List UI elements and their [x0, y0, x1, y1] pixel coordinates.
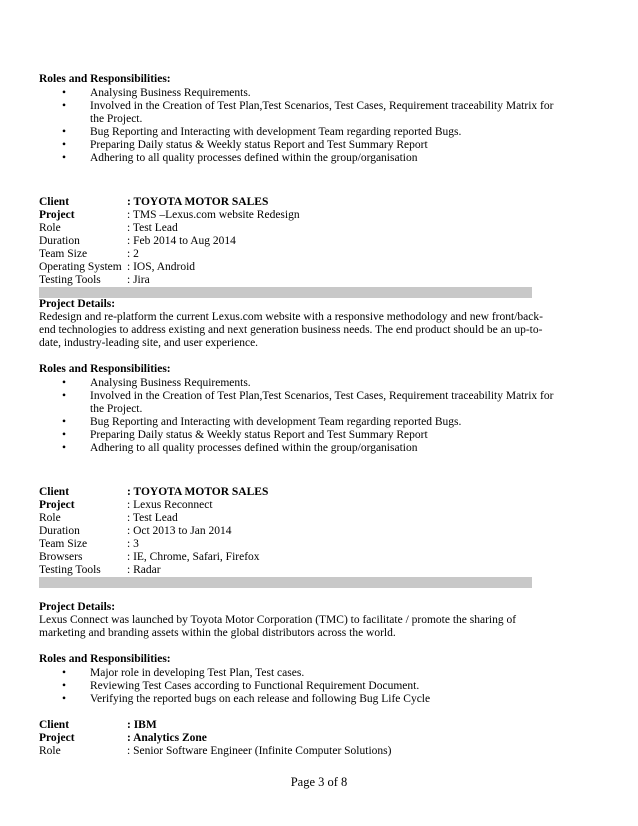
- project-info-table: [39, 719, 391, 758]
- field-label: Client: [39, 719, 70, 731]
- list-item: • Preparing Daily status & Weekly status Report and Test Summary Report: [39, 139, 555, 152]
- field-value: : Oct 2013 to Jan 2014: [127, 525, 232, 537]
- field-value: : IOS, Android: [127, 261, 196, 273]
- section-divider: [39, 287, 532, 298]
- field-label: Testing Tools: [39, 274, 101, 286]
- field-value: : Radar: [127, 564, 161, 576]
- project-details-text: Lexus Connect was launched by Toyota Motor Corporation (TMC) to facilitate / promote the sharing of marketing and branding assets within the global distributors across the world.: [39, 614, 517, 639]
- document-page: [39, 73, 555, 758]
- roles-heading: Roles and Responsibilities:: [39, 363, 171, 375]
- section-divider: [39, 577, 532, 588]
- roles-heading: Roles and Responsibilities:: [39, 73, 171, 85]
- field-label: Role: [39, 222, 61, 234]
- list-item: • Analysing Business Requirements.: [39, 377, 555, 390]
- list-item: • Bug Reporting and Interacting with development Team regarding reported Bugs.: [39, 126, 555, 139]
- field-value: : IBM: [127, 719, 157, 731]
- field-value: : 2: [127, 248, 139, 260]
- field-value: : IE, Chrome, Safari, Firefox: [127, 551, 260, 563]
- field-value: : Analytics Zone: [127, 732, 207, 744]
- field-value: : Lexus Reconnect: [127, 499, 213, 511]
- field-value: : TMS –Lexus.com website Redesign: [127, 209, 300, 221]
- list-item: • Major role in developing Test Plan, Test cases.: [39, 667, 555, 680]
- field-label: Duration: [39, 525, 80, 537]
- page-number: Page 3 of 8: [290, 775, 348, 789]
- field-label: Project: [39, 499, 75, 511]
- project-details-heading: Project Details:: [39, 298, 116, 310]
- field-value: : Test Lead: [127, 222, 178, 234]
- list-item: • Verifying the reported bugs on each release and following Bug Life Cycle: [39, 693, 555, 706]
- field-value: : 3: [127, 538, 139, 550]
- field-value: : TOYOTA MOTOR SALES: [127, 196, 269, 208]
- field-label: Project: [39, 209, 75, 221]
- field-value: : TOYOTA MOTOR SALES: [127, 486, 269, 498]
- field-value: : Senior Software Engineer (Infinite Computer Solutions): [127, 745, 392, 757]
- list-item: • Preparing Daily status & Weekly status Report and Test Summary Report: [39, 429, 555, 442]
- field-label: Role: [39, 512, 61, 524]
- field-label: Client: [39, 486, 70, 498]
- field-label: Role: [39, 745, 61, 757]
- project-info-table: [39, 196, 300, 287]
- roles-list: [39, 87, 555, 165]
- field-label: Testing Tools: [39, 564, 101, 576]
- field-label: Project: [39, 732, 75, 744]
- list-item: • Reviewing Test Cases according to Functional Requirement Document.: [39, 680, 555, 693]
- list-item: • Adhering to all quality processes defined within the group/organisation: [39, 442, 555, 455]
- field-label: Browsers: [39, 551, 83, 563]
- list-item: • Involved in the Creation of Test Plan,Test Scenarios, Test Cases, Requirement traceability Matrix for the Project.: [39, 390, 555, 416]
- roles-list: [39, 667, 555, 706]
- list-item: • Analysing Business Requirements.: [39, 87, 555, 100]
- field-value: : Test Lead: [127, 512, 178, 524]
- field-label: Duration: [39, 235, 80, 247]
- roles-list: [39, 377, 555, 455]
- field-label: Operating System: [39, 261, 122, 273]
- project-details-text: Redesign and re-platform the current Lexus.com website with a responsive methodology and new front/back-end technologies to address existing and next generation business needs. The end product should be an up-to-date, industry-leading site, and user experience.: [39, 311, 543, 349]
- field-label: Client: [39, 196, 70, 208]
- list-item: • Adhering to all quality processes defined within the group/organisation: [39, 152, 555, 165]
- roles-heading: Roles and Responsibilities:: [39, 653, 171, 665]
- list-item: • Involved in the Creation of Test Plan,Test Scenarios, Test Cases, Requirement traceability Matrix for the Project.: [39, 100, 555, 126]
- field-label: Team Size: [39, 248, 88, 260]
- field-value: : Jira: [127, 274, 150, 286]
- field-label: Team Size: [39, 538, 88, 550]
- field-value: : Feb 2014 to Aug 2014: [127, 235, 236, 247]
- project-details-heading: Project Details:: [39, 601, 116, 613]
- list-item: • Bug Reporting and Interacting with development Team regarding reported Bugs.: [39, 416, 555, 429]
- project-info-table: [39, 486, 268, 577]
